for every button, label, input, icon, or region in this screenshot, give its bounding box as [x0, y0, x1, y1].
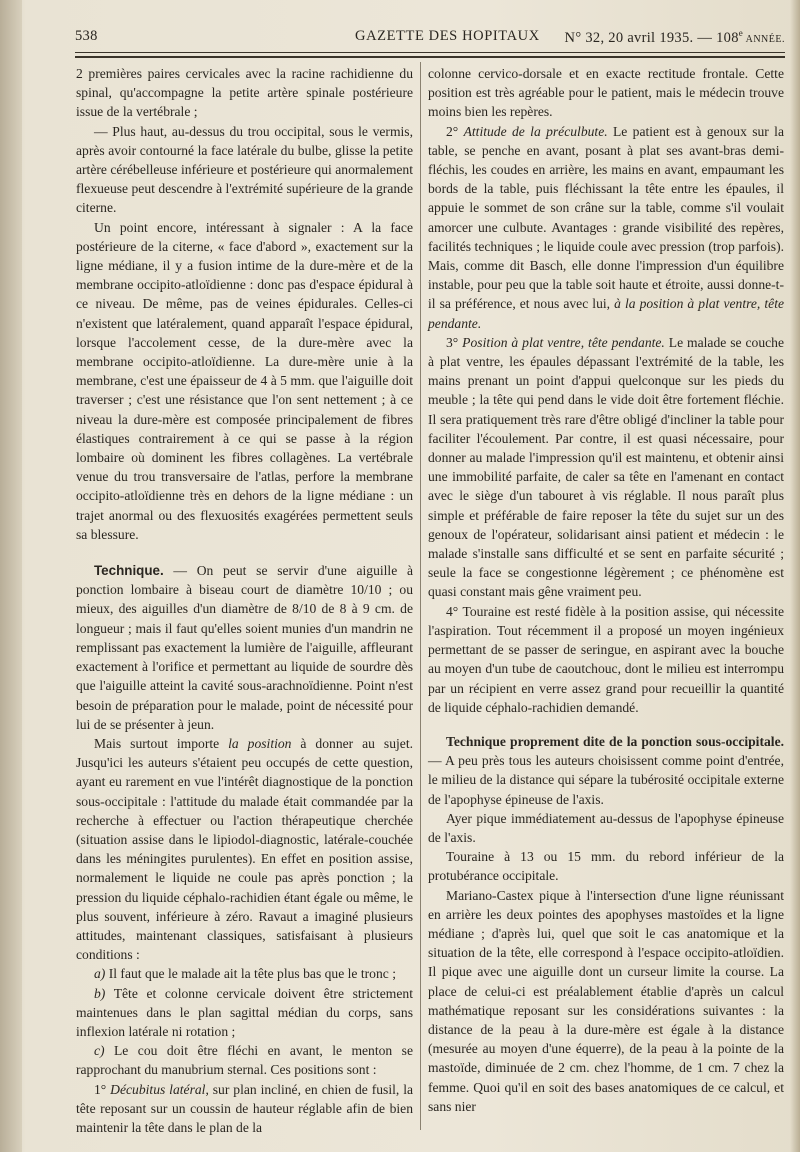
- right-column: [428, 64, 784, 1116]
- emphasis: à la position à plat ventre, tête pendante.: [428, 296, 785, 331]
- issue-annee: ANNÉE.: [745, 33, 785, 45]
- list-text: Il faut que le malade ait la tête plus bas que le tronc ;: [105, 966, 396, 982]
- header-rule-thick: [75, 56, 785, 58]
- list-item: [76, 1080, 413, 1138]
- left-column: [76, 64, 413, 1137]
- header-rule-thin: [75, 52, 785, 53]
- journal-title: GAZETTE DES HOPITAUX: [355, 28, 540, 44]
- page-edge-shadow: [790, 0, 800, 1152]
- paragraph: Ayer pique immédiatement au-dessus de l'apophyse épineuse de l'axis.: [428, 810, 784, 845]
- section-heading-technique: Technique.: [94, 563, 164, 579]
- list-label: 1°: [94, 1081, 111, 1097]
- section-heading-technique-proprement: Technique proprement dite de la ponction sous-occipitale.: [446, 733, 784, 749]
- emphasis: Attitude de la préculbute.: [463, 123, 608, 139]
- list-item: [76, 1041, 413, 1079]
- paragraph: Mariano-Castex pique à l'intersection d'une ligne réunissant en arrière les deux pointes des apophyses mastoïdes et la ligne médiane ; d'après lui, quel que soit le cas anatomique et la situation de la tête, elle correspond à l'espace occipito-atloïdien. Il pique avec une aiguille dont un curseur limite la course. La place de celui-ci est préalablement établie d'après un calcul mathématique reposant sur les considérations suivantes : la distance de la peau à la dure-mère est égale à la distance (mesurée au moyen d'une équerre), de la peau à la pointe de la mastoïde, diminuée de 2 cm. chez l'homme, de 1 cm. 7 chez la femme. Quoi qu'il en soit des bases anatomiques de ce calcul, et sans nier: [428, 887, 784, 1114]
- column-divider: [420, 62, 421, 1130]
- technique-proprement-paragraph: [428, 732, 784, 809]
- list-text: , sur plan incliné, en chien de fusil, la tête reposant sur un coussin de hauteur réglable afin de bien maintenir la tête dans le plan de la: [76, 1081, 414, 1135]
- list-label: b): [94, 985, 106, 1001]
- list-item: 4° Touraine est resté fidèle à la position assise, qui nécessite l'aspiration. Tout récemment il a proposé un moyen ingénieux permettant de se passer de seringue, en aspirant avec la bouche au moyen d'un tube de caoutchouc, dont le milieu est interrompu par un récipient en verre assez grand pour recueillir la quantité de liquide céphalo-rachidien demandé.: [428, 603, 784, 715]
- emphasis: la position: [228, 735, 292, 751]
- issue-info: [565, 28, 785, 47]
- list-item: [428, 333, 784, 602]
- list-item: [76, 984, 413, 1042]
- list-text: Le patient est à genoux sur la table, se penche en avant, posant à plat ses avant-bras demi-fléchis, les coudes en arrière, les mains en avant, empaumant les bords de la table, puis fléchissant la tête entre les épaules, il appuie le sommet de son crâne sur la table, comme s'il voulait amorcer une culbute. Avantages : grande visibilité des repères, facilités techniques ; le liquide coule avec pression (trop parfois). Mais, comme dit Basch, elle donne l'impression d'un équilibre instable, pour peu que la table soit haute et étroite, aussi donne-t-il sa préférence, et nous avec lui,: [428, 123, 784, 312]
- paragraph: [76, 734, 413, 964]
- page-number: 538: [75, 28, 98, 44]
- paragraph: 2 premières paires cervicales avec la racine rachidienne du spinal, qu'accompagne la petite artère spinale postérieure issue de la vertébrale ;: [76, 66, 413, 120]
- paragraph: Un point encore, intéressant à signaler : A la face postérieure de la citerne, « face d'abord », exactement sur la ligne médiane, il y a fusion intime de la dure-mère et de la membrane occipito-atloïdienne : donc pas d'espace épidural à ce niveau. De même, pas de veines épidurales. Celles-ci n'existent que latéralement, quand apparaît l'espace épidural, lorsque l'accolement cesse, de la dure-mère avec la membrane occipito-atloïdienne. La dure-mère unie à la membrane, c'est une épaisseur de 4 à 5 mm. que l'aiguille doit traverser ; c'est une résistance que l'on sent nettement ; à ce niveau la dure-mère est composée principalement de fibres élastiques contrairement à ce qui se passe à la région lombaire où dominent les fibres collagènes. La vertébrale venue du trou transversaire de l'atlas, perfore la membrane occipito-atloïdienne très en dehors de la ligne médiane : un trajet anormal ou des flexuosités exagérées permettent seuls sa blessure.: [76, 219, 413, 542]
- list-text: Tête et colonne cervicale doivent être strictement maintenues dans le plan sagittal médian du corps, sans inflexion latérale ni rotation ;: [76, 985, 413, 1039]
- issue-suffix: e: [738, 28, 746, 38]
- issue-date: N° 32, 20 avril 1935. — 108: [564, 29, 739, 46]
- emphasis: Décubitus latéral: [110, 1081, 206, 1097]
- technique-proprement-text: — A peu près tous les auteurs choisissent comme point d'entrée, le milieu de la distance qui sépare la tubérosité occipitale externe de l'apophyse épineuse de l'axis.: [428, 753, 784, 807]
- emphasis: Position à plat ventre, tête pendante.: [462, 334, 665, 350]
- list-label: 2°: [446, 123, 464, 139]
- technique-paragraph: [76, 561, 413, 734]
- list-item: [428, 122, 784, 333]
- list-text: Le malade se couche à plat ventre, les épaules dépassant l'extrémité de la table, les mains prenant un point d'appui quelconque sur les pieds du meuble ; la tête qui pend dans le vide doit être fortement fléchie. Il sera pratiquement très rare d'être obligé d'incliner la table pour faciliter l'écoulement. Par contre, il est quasi nécessaire, pour donner au malade l'impression qu'il est maintenu, et obtenir ainsi une immobilité parfaite, de caler sa tête en l'amenant en contact avec le siège d'un tabouret à vis réglable. Il nous paraît plus simple et préférable de faire reposer la tête du sujet sur un des genoux de l'opérateur, solidarisant ainsi patient et médecin : le malade s'installe sans difficulté et se sent en parfaite sécurité ; seule la face se congestionne légèrement ; ce phénomène est quasi constant mais gêne vraiment peu.: [428, 334, 784, 600]
- list-label: c): [94, 1043, 105, 1059]
- list-label: 3°: [446, 334, 463, 350]
- text-run: Mais surtout importe: [94, 735, 229, 751]
- running-header: [75, 28, 785, 48]
- technique-text: — On peut se servir d'une aiguille à ponction lombaire à biseau court de diamètre 10/10 ; ou mieux, des aiguilles d'un diamètre de 8/10 de 8 à 9 cm. de longueur ; mais il faut qu'elles soient munies d'un mandrin ne remplissant pas exactement la lumière de l'aiguille, affleurant exactement à l'orifice et permettant au liquide de sourdre dès que l'aiguille atteint la cavité sous-arachnoïdienne. Point n'est besoin de préparation pour le malade, point de nécessité pour lui de se présenter à jeun.: [76, 563, 413, 732]
- list-label: a): [94, 966, 106, 982]
- text-run: à donner au sujet. Jusqu'ici les auteurs s'étaient peu occupés de cette question, ayant eu rarement en vue l'intérêt diagnostique de la ponction sous-occipitale : l'attitude du malade était commandée par la recherche à effectuer ou l'action thérapeutique cherchée (situation assise dans le lipiodol-diagnostic, latérale-couchée dans les méningites purulentes). En effet en position assise, normalement le liquide ne coule pas après ponction ; la pression du liquide céphalo-rachidien étant égale ou même, le plus souvent, inférieure à zéro. Ravaut a imaginé plusieurs attitudes, maintenant classiques, satisfaisant à plusieurs conditions :: [76, 735, 413, 963]
- page-binding-shadow: [0, 0, 22, 1152]
- list-item: [76, 964, 413, 983]
- list-text: Le cou doit être fléchi en avant, le menton se rapprochant du manubrium sternal. Ces positions sont :: [76, 1043, 413, 1078]
- paragraph: colonne cervico-dorsale et en exacte rectitude frontale. Cette position est très agréable pour le patient, mais le médecin trouve moins bien les repères.: [428, 66, 784, 120]
- paragraph: Touraine à 13 ou 15 mm. du rebord inférieur de la protubérance occipitale.: [428, 849, 784, 884]
- paragraph: — Plus haut, au-dessus du trou occipital, sous le vermis, après avoir contourné la face latérale du bulbe, glisse la petite artère cérébelleuse inférieure et postérieure qui anormalement flexueuse peut descendre à l'extrémité supérieure de la grande citerne.: [76, 123, 413, 216]
